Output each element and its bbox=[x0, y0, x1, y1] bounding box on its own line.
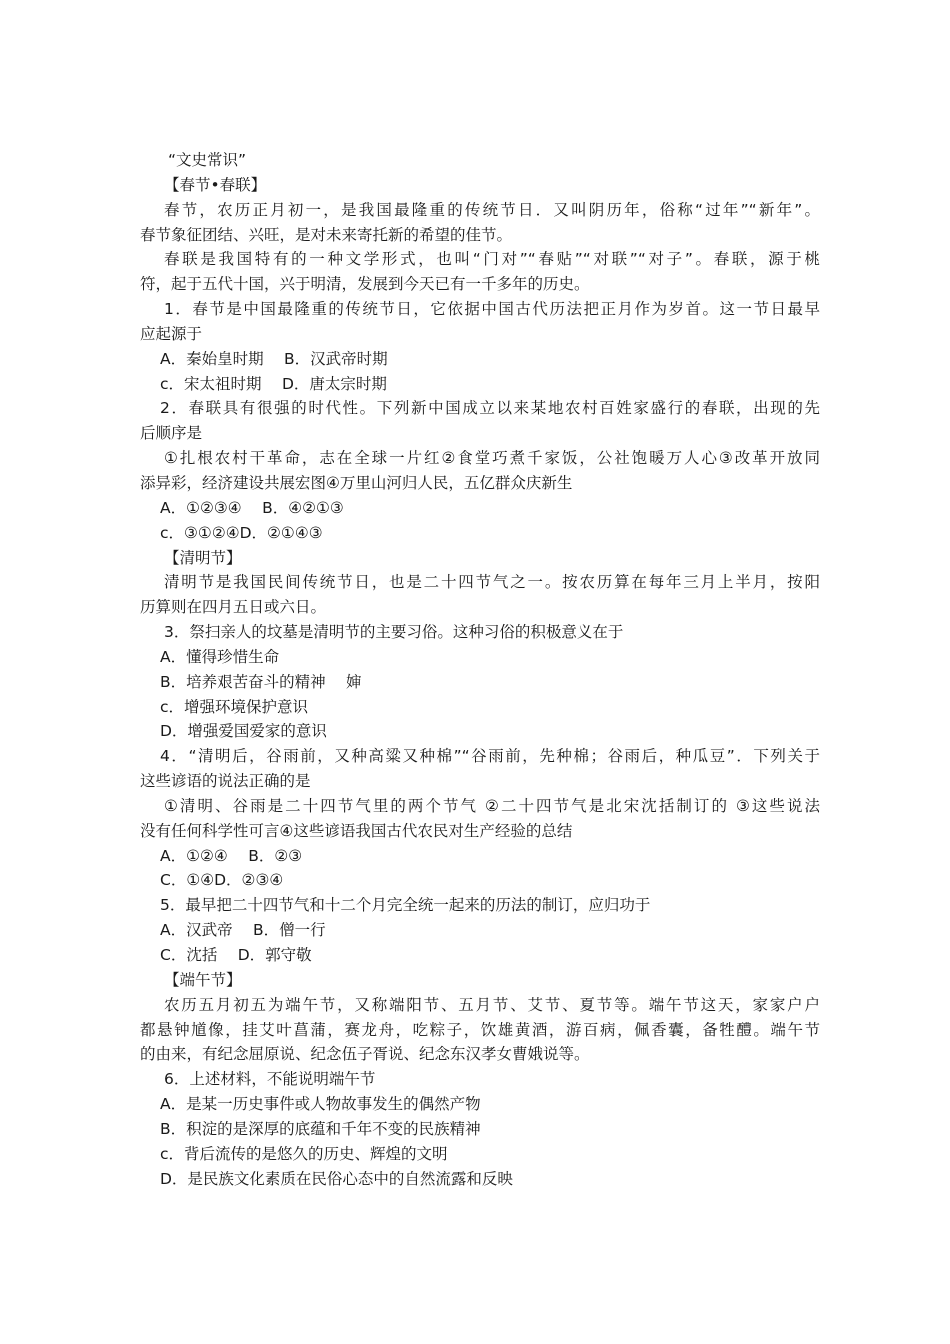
question-2-material-line1: ①扎根农村干革命，志在全球一片红②食堂巧煮千家饭，公社饱暖万人心③改革开放同 bbox=[164, 449, 820, 468]
question-2-options-cd: c．③①②④D．②①④③ bbox=[160, 523, 323, 542]
paragraph-duanwu-line1: 农历五月初五为端午节，又称端阳节、五月节、艾节、夏节等。端午节这天，家家户户 bbox=[164, 995, 820, 1014]
question-6-option-c: c．背后流传的是悠久的历史、辉煌的文明 bbox=[160, 1144, 448, 1163]
paragraph-duanwu-line2: 都悬钟馗像，挂艾叶菖蒲，赛龙舟，吃粽子，饮雄黄酒，游百病，佩香囊，备牲醴。端午节 bbox=[140, 1020, 820, 1039]
paragraph-duanwu-line3: 的由来，有纪念屈原说、纪念伍子胥说、纪念东汉孝女曹娥说等。 bbox=[140, 1045, 590, 1064]
question-2-material-line2: 添异彩，经济建设共展宏图④万里山河归人民，五亿群众庆新生 bbox=[140, 473, 573, 492]
question-4-material-line2: 没有任何科学性可言④这些谚语我国古代农民对生产经验的总结 bbox=[140, 821, 573, 840]
question-3-option-a: A．懂得珍惜生命 bbox=[160, 647, 280, 666]
paragraph-chunlian-line2: 符，起于五代十国，兴于明清，发展到今天已有一千多年的历史。 bbox=[140, 275, 590, 294]
document-title: “文史常识” bbox=[168, 151, 247, 169]
question-1-options-cd: c．宋太祖时期 D．唐太宗时期 bbox=[160, 374, 387, 393]
question-3-option-c: c．增强环境保护意识 bbox=[160, 697, 309, 716]
document-body bbox=[140, 148, 820, 1191]
question-6: 6．上述材料，不能说明端午节 bbox=[164, 1070, 376, 1089]
question-6-option-d: D．是民族文化素质在民俗心态中的自然流露和反映 bbox=[160, 1169, 513, 1188]
question-5: 5．最早把二十四节气和十二个月完全统一起来的历法的制订，应归功于 bbox=[160, 896, 651, 915]
question-5-options-ab: A．汉武帝 B．僧一行 bbox=[160, 921, 326, 940]
question-4-options-ab: A．①②④ B．②③ bbox=[160, 846, 303, 865]
paragraph-chunjie-line1: 春节，农历正月初一，是我国最隆重的传统节日．又叫阴历年，俗称“过年”“新年”。 bbox=[164, 200, 820, 219]
question-6-option-b: B．积淀的是深厚的底蕴和千年不变的民族精神 bbox=[160, 1119, 481, 1138]
question-2-options-ab: A．①②③④ B．④②①③ bbox=[160, 498, 344, 517]
section-heading-chunjie: 【春节•春联】 bbox=[164, 175, 267, 194]
question-3: 3．祭扫亲人的坟墓是清明节的主要习俗。这种习俗的积极意义在于 bbox=[164, 623, 624, 642]
question-1-options-ab: A．秦始皇时期 B．汉武帝时期 bbox=[160, 349, 388, 368]
paragraph-qingming-line1: 清明节是我国民间传统节日，也是二十四节气之一。按农历算在每年三月上半月，按阳 bbox=[164, 573, 820, 592]
question-2-line1: 2．春联具有很强的时代性。下列新中国成立以来某地农村百姓家盛行的春联，出现的先 bbox=[160, 399, 820, 418]
question-1-line1: 1．春节是中国最隆重的传统节日，它依据中国古代历法把正月作为岁首。这一节日最早 bbox=[164, 300, 820, 319]
question-3-option-d: D．增强爱国爱家的意识 bbox=[160, 722, 327, 741]
question-3-option-b: B．培养艰苦奋斗的精神 婶 bbox=[160, 672, 362, 691]
question-4-line1: 4．“清明后，谷雨前，又种高粱又种棉”“谷雨前，先种棉；谷雨后，种瓜豆”．下列关于 bbox=[160, 747, 820, 766]
question-5-options-cd: C．沈括 D．郭守敬 bbox=[160, 946, 312, 964]
paragraph-chunjie-line2: 春节象征团结、兴旺，是对未来寄托新的希望的佳节。 bbox=[140, 225, 513, 244]
section-heading-duanwu: 【端午节】 bbox=[164, 970, 242, 989]
section-heading-qingming: 【清明节】 bbox=[164, 548, 242, 567]
paragraph-chunlian-line1: 春联是我国特有的一种文学形式，也叫“门对”“春贴”“对联”“对子”。春联，源于桃 bbox=[164, 250, 820, 269]
question-2-line2: 后顺序是 bbox=[140, 424, 203, 443]
question-4-material-line1: ①清明、谷雨是二十四节气里的两个节气 ②二十四节气是北宋沈括制订的 ③这些说法 bbox=[164, 796, 820, 815]
question-1-line2: 应起源于 bbox=[140, 324, 203, 343]
question-6-option-a: A．是某一历史事件或人物故事发生的偶然产物 bbox=[160, 1095, 481, 1114]
paragraph-qingming-line2: 历算则在四月五日或六日。 bbox=[140, 598, 327, 617]
question-4-options-cd: C．①④D．②③④ bbox=[160, 871, 284, 890]
question-4-line2: 这些谚语的说法正确的是 bbox=[140, 772, 311, 791]
